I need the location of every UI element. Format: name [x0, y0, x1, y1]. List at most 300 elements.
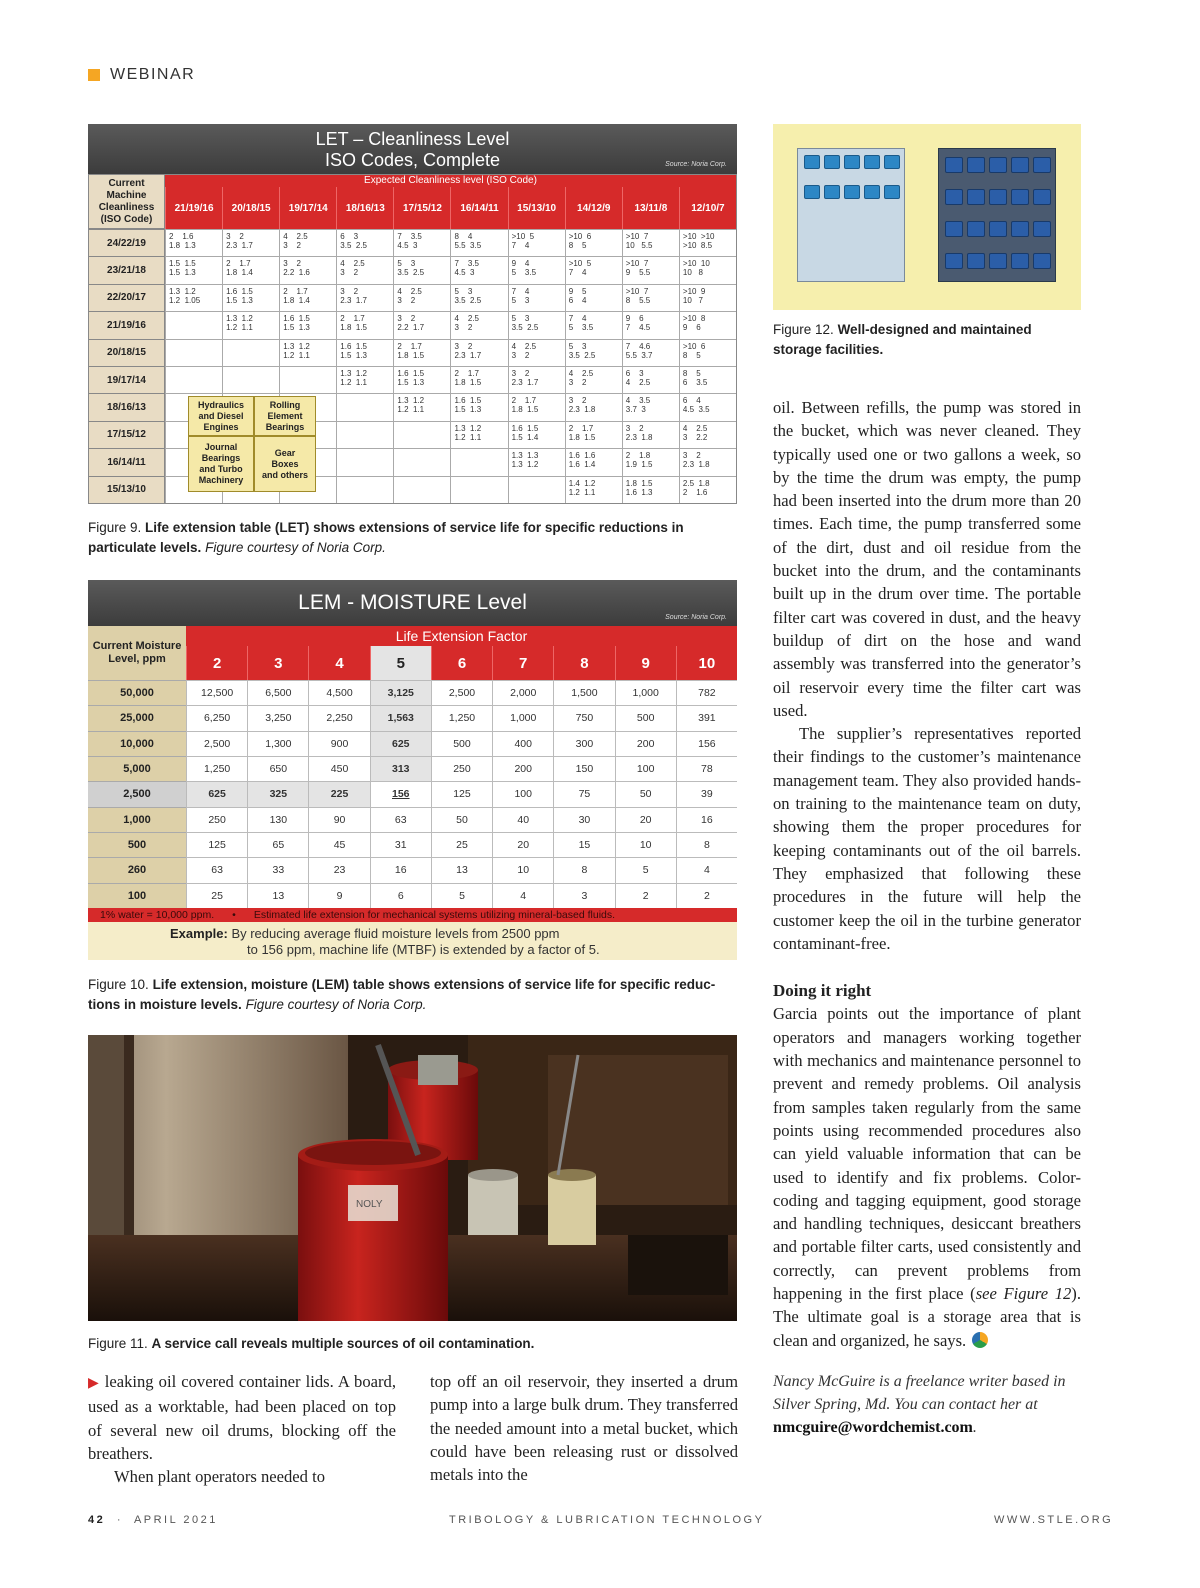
drum-icon	[967, 253, 985, 269]
let-column-header: 17/15/12	[393, 187, 450, 229]
let-cell	[508, 476, 565, 503]
lem-cell: 39	[676, 781, 737, 806]
figure12-bold-line2: storage facilities.	[773, 342, 884, 357]
let-cell: 9 6 7 4.5	[622, 311, 679, 338]
figure12-ref: see Figure 12	[975, 1283, 1072, 1303]
let-cell: 8 5 6 3.5	[679, 366, 736, 393]
body-column-right	[773, 396, 1081, 1440]
let-cell: >10 7 8 5.5	[622, 284, 679, 311]
let-expected-label: Expected Cleanliness level (ISO Code)	[165, 175, 736, 187]
lem-row-header: 100	[88, 883, 186, 908]
let-cell: 4 2.5 3 2	[508, 339, 565, 366]
lem-row-header: 260	[88, 857, 186, 882]
drum-icon	[945, 221, 963, 237]
continue-arrow-icon: ▶	[88, 1376, 100, 1391]
lem-row-header: 10,000	[88, 731, 186, 756]
lem-cell: 50	[615, 781, 676, 806]
lem-cell: 30	[553, 807, 614, 832]
let-cell: 2 1.6 1.8 1.3	[165, 229, 222, 256]
figure9-caption	[88, 518, 738, 558]
lem-cell: 63	[370, 807, 431, 832]
let-cell: >10 5 7 4	[565, 256, 622, 283]
let-row-header: 21/19/16	[89, 311, 165, 338]
lem-cell: 13	[247, 883, 308, 908]
let-cell: 3 2 2.3 1.8	[622, 421, 679, 448]
drum-icon	[1011, 157, 1029, 173]
right-para-1: oil. Between refills, the pump was stored in the bucket, which was never cleaned. They typically used one or two gallons a week, so by the time the drum was empty, the pump had been inserted into the drum more than 20 times. Each time, the pump transferred some of the dirt, dust and oil residue from the bucket into the drum, and the contaminants built up in the drum over time. The portable filter cart was covered in dust, and the heavy buildup of dirt on the hose and wand assembly was transferred into the generator’s oil reservoir every time the filter cart was used.	[773, 398, 1081, 720]
figure11-bold: A service call reveals multiple sources of oil contamination.	[151, 1336, 535, 1351]
figure10-bold-line1: Life extension, moisture (LEM) table shows extensions of service life for specific reduc-	[152, 977, 716, 992]
let-cell: 2 1.7 1.8 1.5	[393, 339, 450, 366]
contamination-photo	[88, 1035, 737, 1321]
let-cell: 1.6 1.6 1.6 1.4	[565, 448, 622, 475]
section-tag	[88, 66, 195, 84]
lem-cell: 225	[308, 781, 369, 806]
lem-cell: 23	[308, 857, 369, 882]
let-cell: 9 5 6 4	[565, 284, 622, 311]
drum-icon	[804, 155, 820, 169]
footer-dot: ·	[116, 1514, 123, 1526]
figure10-label: Figure 10.	[88, 977, 149, 992]
lem-row-header: 5,000	[88, 756, 186, 781]
let-cell: >10 5 7 4	[508, 229, 565, 256]
lem-cell: 10	[615, 832, 676, 857]
let-title-line1: LET – Cleanliness Level	[315, 129, 510, 149]
let-cell: 2 1.8 1.9 1.5	[622, 448, 679, 475]
let-cell	[222, 339, 279, 366]
drum-icon	[884, 185, 900, 199]
figure10-credit: Figure courtesy of Noria Corp.	[245, 997, 427, 1012]
lem-cell: 16	[676, 807, 737, 832]
let-cell: 7 3.5 4.5 3	[450, 256, 507, 283]
let-cell: 3 2 2.3 1.7	[508, 366, 565, 393]
lem-cell: 100	[492, 781, 553, 806]
let-cell: 5 3 3.5 2.5	[565, 339, 622, 366]
let-cell: 4 3.5 3.7 3	[622, 393, 679, 420]
let-cell: 6 4 4.5 3.5	[679, 393, 736, 420]
lem-cell: 625	[186, 781, 247, 806]
let-column-header: 16/14/11	[450, 187, 507, 229]
lem-cell: 75	[553, 781, 614, 806]
lem-column-header: 8	[553, 646, 614, 680]
lem-cell: 300	[553, 731, 614, 756]
lem-cell: 130	[247, 807, 308, 832]
lem-column-header: 7	[492, 646, 553, 680]
lem-cell: 20	[615, 807, 676, 832]
drum-icon	[989, 157, 1007, 173]
lem-cell: 4	[492, 883, 553, 908]
let-corner-label: Current Machine Cleanliness (ISO Code)	[89, 175, 165, 229]
lem-column-header: 5	[370, 646, 431, 680]
lem-cell: 2,500	[186, 731, 247, 756]
lem-column-header: 9	[615, 646, 676, 680]
right-para-3	[773, 1002, 1081, 1351]
lem-source: Source: Noria Corp.	[665, 614, 727, 621]
let-cell: 3 2 2.3 1.8	[679, 448, 736, 475]
drum-icon	[864, 155, 880, 169]
let-cell: 5 3 3.5 2.5	[393, 256, 450, 283]
let-cell: 3 2 2.3 1.7	[336, 284, 393, 311]
lem-cell: 50	[431, 807, 492, 832]
right-para-3-a: Garcia points out the importance of plant operators and managers working together with mechanics and maintenance personnel to prevent and remedy problems. Oil analysis from samples taken regularly from the same points using recommended procedures also can yield valuable information that can be used to identify and fix problems. Color-coding and tagging equipment, good storage and handling techniques, desiccant breathers and portable filter carts, used consistently and correctly, can prevent problems from happening in the first place (	[773, 1004, 1081, 1303]
left-para-2: When plant operators needed to	[114, 1467, 326, 1487]
let-cell: 4 2.5 3 2.2	[679, 421, 736, 448]
lem-cell: 150	[553, 756, 614, 781]
drum-icon	[989, 221, 1007, 237]
let-cell: 5 3 3.5 2.5	[508, 311, 565, 338]
drum-icon	[1033, 157, 1051, 173]
drum-icon	[824, 185, 840, 199]
lem-cell: 200	[492, 756, 553, 781]
let-cell: 2 1.7 1.8 1.5	[565, 421, 622, 448]
lem-cell: 2	[615, 883, 676, 908]
lem-cell: 1,500	[553, 680, 614, 705]
drum-icon	[864, 185, 880, 199]
drum-icon	[945, 253, 963, 269]
lem-cell: 1,000	[615, 680, 676, 705]
let-column-header: 19/17/14	[279, 187, 336, 229]
let-cell: >10 6 8 5	[679, 339, 736, 366]
section-tag-label: WEBINAR	[110, 66, 196, 83]
let-cell: 7 4.6 5.5 3.7	[622, 339, 679, 366]
let-cell: 3 2 2.3 1.7	[222, 229, 279, 256]
lem-cell: 1,250	[431, 705, 492, 730]
let-column-header: 15/13/10	[508, 187, 565, 229]
lem-row-header: 25,000	[88, 705, 186, 730]
figure12-caption	[773, 320, 1083, 360]
drum-icon	[1033, 189, 1051, 205]
lem-row-header: 2,500	[88, 781, 186, 806]
left-para-1: leaking oil covered container lids. A board, used as a worktable, had been placed on top of several new oil drums, blocking off the breathers.	[88, 1372, 396, 1463]
let-source: Source: Noria Corp.	[665, 161, 727, 168]
let-cell	[393, 421, 450, 448]
let-cell	[336, 448, 393, 475]
lem-cell: 15	[553, 832, 614, 857]
let-table-figure	[88, 124, 737, 504]
let-cell	[393, 448, 450, 475]
let-row-header: 22/20/17	[89, 284, 165, 311]
let-row-header: 16/14/11	[89, 448, 165, 475]
lem-cell: 90	[308, 807, 369, 832]
let-cell: 1.6 1.5 1.5 1.3	[279, 311, 336, 338]
bio-email[interactable]: nmcguire@wordchemist.com	[773, 1419, 973, 1437]
lem-cell: 1,250	[186, 756, 247, 781]
lem-cell: 250	[431, 756, 492, 781]
let-cell: >10 10 10 8	[679, 256, 736, 283]
figure12-bold-line1: Well-designed and maintained	[837, 322, 1032, 337]
drum-icon	[967, 157, 985, 173]
let-column-header: 14/12/9	[565, 187, 622, 229]
contamination-photo-image	[88, 1035, 737, 1321]
lem-grid	[88, 626, 737, 908]
author-bio	[773, 1370, 1081, 1440]
let-row-header: 18/16/13	[89, 393, 165, 420]
lem-column-header: 4	[308, 646, 369, 680]
lem-note-bullet: •	[232, 909, 236, 921]
let-cell: 3 2 2.2 1.6	[279, 256, 336, 283]
let-cell: 7 3.5 4.5 3	[393, 229, 450, 256]
lem-cell: 33	[247, 857, 308, 882]
lem-cell: 100	[615, 756, 676, 781]
lem-cell: 650	[247, 756, 308, 781]
let-cell: 9 4 5 3.5	[508, 256, 565, 283]
let-cell	[165, 339, 222, 366]
drum-icon	[884, 155, 900, 169]
lem-cell: 391	[676, 705, 737, 730]
let-column-header: 12/10/7	[679, 187, 736, 229]
lem-cell: 500	[615, 705, 676, 730]
let-cell: 4 2.5 3 2	[279, 229, 336, 256]
lem-cell: 4	[676, 857, 737, 882]
storage-photo	[773, 124, 1081, 310]
lem-cell: 2,250	[308, 705, 369, 730]
let-cell: 1.3 1.3 1.3 1.2	[508, 448, 565, 475]
bio-end: .	[972, 1419, 977, 1437]
lem-cell: 6	[370, 883, 431, 908]
let-cell: 2 1.7 1.8 1.4	[222, 256, 279, 283]
lem-cell: 3,250	[247, 705, 308, 730]
lem-cell: 500	[431, 731, 492, 756]
let-column-header: 13/11/8	[622, 187, 679, 229]
lem-example	[170, 926, 600, 958]
lem-cell: 9	[308, 883, 369, 908]
footer-left	[88, 1514, 218, 1526]
let-row-header: 19/17/14	[89, 366, 165, 393]
drum-icon	[945, 189, 963, 205]
lem-cell: 20	[492, 832, 553, 857]
lem-cell: 10	[492, 857, 553, 882]
lem-column-header: 3	[247, 646, 308, 680]
lem-cell: 900	[308, 731, 369, 756]
let-column-header: 18/16/13	[336, 187, 393, 229]
let-cell: 2 1.7 1.8 1.5	[508, 393, 565, 420]
let-cell: 1.3 1.2 1.2 1.1	[393, 393, 450, 420]
let-cell: 2 1.7 1.8 1.4	[279, 284, 336, 311]
lem-cell: 250	[186, 807, 247, 832]
lem-cell: 1,563	[370, 705, 431, 730]
let-cell: 1.8 1.5 1.6 1.3	[622, 476, 679, 503]
right-para-3-b: ). The ultimate goal is a storage area that is clean and organized, he says.	[773, 1283, 1081, 1350]
lem-cell: 78	[676, 756, 737, 781]
let-row-header: 17/15/12	[89, 421, 165, 448]
let-cell: 7 4 5 3	[508, 284, 565, 311]
lem-cell: 125	[186, 832, 247, 857]
let-cell: 4 2.5 3 2	[393, 284, 450, 311]
let-cell: 1.6 1.5 1.5 1.3	[450, 393, 507, 420]
footer-publication: TRIBOLOGY & LUBRICATION TECHNOLOGY	[449, 1514, 765, 1526]
let-cell	[336, 393, 393, 420]
lem-cell: 450	[308, 756, 369, 781]
lem-cell: 782	[676, 680, 737, 705]
drum-icon	[945, 157, 963, 173]
lem-cell: 6,250	[186, 705, 247, 730]
drum-icon	[1011, 221, 1029, 237]
legend-rolling: Rolling Element Bearings	[254, 396, 316, 436]
let-cell: 1.3 1.2 1.2 1.1	[279, 339, 336, 366]
let-cell: 1.6 1.5 1.5 1.3	[336, 339, 393, 366]
let-cell: 3 2 2.2 1.7	[393, 311, 450, 338]
figure12-label: Figure 12.	[773, 322, 834, 337]
let-cell: 1.5 1.5 1.5 1.3	[165, 256, 222, 283]
lem-cell: 3,125	[370, 680, 431, 705]
figure10-caption	[88, 975, 738, 1015]
lem-cell: 1,300	[247, 731, 308, 756]
let-cell	[279, 366, 336, 393]
lem-column-header: 6	[431, 646, 492, 680]
lem-cell: 400	[492, 731, 553, 756]
let-cell	[165, 366, 222, 393]
lem-cell: 750	[553, 705, 614, 730]
let-cell: >10 9 10 7	[679, 284, 736, 311]
lem-example-label: Example:	[170, 926, 228, 941]
section-subhead: Doing it right	[773, 981, 872, 1001]
let-column-header: 21/19/16	[165, 187, 222, 229]
lem-table-header	[88, 580, 737, 626]
let-cell: 1.3 1.2 1.2 1.1	[336, 366, 393, 393]
page-number: 42	[88, 1514, 106, 1526]
lem-cell: 16	[370, 857, 431, 882]
legend-gear: Gear Boxes and others	[254, 436, 316, 492]
stle-end-mark-icon	[972, 1332, 988, 1348]
let-cell: 2.5 1.8 2 1.6	[679, 476, 736, 503]
lem-row-header: 1,000	[88, 807, 186, 832]
storage-rack-dark	[938, 148, 1056, 282]
let-row-header: 15/13/10	[89, 476, 165, 503]
drum-icon	[1033, 221, 1051, 237]
let-cell	[222, 366, 279, 393]
drum-stencil-text: NOLY	[356, 1199, 383, 1210]
lem-cell: 8	[553, 857, 614, 882]
lem-cell: 5	[431, 883, 492, 908]
drum-icon	[967, 189, 985, 205]
drum-icon	[844, 185, 860, 199]
let-cell: 1.3 1.2 1.2 1.1	[222, 311, 279, 338]
drum-icon	[989, 189, 1007, 205]
figure9-credit: Figure courtesy of Noria Corp.	[205, 540, 386, 555]
lem-example-line1: By reducing average fluid moisture levels from 2500 ppm	[231, 926, 560, 941]
lem-cell: 5	[615, 857, 676, 882]
drum-icon	[804, 185, 820, 199]
lem-cell: 65	[247, 832, 308, 857]
lem-cell: 12,500	[186, 680, 247, 705]
let-cell: 7 4 5 3.5	[565, 311, 622, 338]
footer-date: APRIL 2021	[133, 1514, 218, 1526]
let-cell: 1.6 1.5 1.5 1.3	[393, 366, 450, 393]
lem-cell: 31	[370, 832, 431, 857]
lem-cell: 40	[492, 807, 553, 832]
let-cell: 6 3 3.5 2.5	[336, 229, 393, 256]
drum-icon	[1011, 189, 1029, 205]
let-cell: >10 7 9 5.5	[622, 256, 679, 283]
bio-text: Nancy McGuire is a freelance writer based in Silver Spring, Md. You can contact her at	[773, 1372, 1066, 1414]
lem-table-figure	[88, 580, 737, 960]
let-cell: 5 3 3.5 2.5	[450, 284, 507, 311]
let-cell: 1.6 1.5 1.5 1.4	[508, 421, 565, 448]
lem-note-left: 1% water = 10,000 ppm.	[100, 909, 215, 921]
figure11-caption	[88, 1334, 738, 1354]
lem-note-right: Estimated life extension for mechanical systems utilizing mineral-based fluids.	[253, 909, 616, 921]
drum-icon	[1011, 253, 1029, 269]
lem-cell: 156	[370, 781, 431, 806]
let-cell: >10 6 8 5	[565, 229, 622, 256]
section-square-icon	[88, 69, 100, 81]
lem-cell: 156	[676, 731, 737, 756]
let-title-line2: ISO Codes, Complete	[324, 150, 501, 170]
body-column-middle	[430, 1370, 738, 1486]
let-cell	[165, 311, 222, 338]
legend-hydraulics: Hydraulics and Diesel Engines	[188, 396, 254, 436]
let-cell: 1.4 1.2 1.2 1.1	[565, 476, 622, 503]
lem-cell: 2	[676, 883, 737, 908]
lem-cell: 1,000	[492, 705, 553, 730]
lem-cell: 45	[308, 832, 369, 857]
let-cell: 3 2 2.3 1.8	[565, 393, 622, 420]
right-para-2: The supplier’s representatives reported their findings to the customer’s maintenance management team. They also provided hands-on training to the maintenance team on duty, showing them the proper procedures for keeping contaminants out of the oil barrels. They emphasized that following these procedures in the future will help the customer keep the oil in the turbine generator contaminant-free.	[773, 724, 1081, 953]
lem-cell: 4,500	[308, 680, 369, 705]
let-cell: 3 2 2.3 1.7	[450, 339, 507, 366]
lem-title: LEM - MOISTURE Level	[298, 591, 527, 614]
lem-row-header: 500	[88, 832, 186, 857]
lem-corner-label: Current Moisture Level, ppm	[88, 626, 186, 680]
lem-factor-label: Life Extension Factor	[186, 626, 737, 646]
let-table-header	[88, 124, 737, 174]
lem-note	[88, 908, 737, 922]
let-cell: >10 8 9 6	[679, 311, 736, 338]
lem-cell: 3	[553, 883, 614, 908]
let-cell: 8 4 5.5 3.5	[450, 229, 507, 256]
body-column-left	[88, 1370, 396, 1488]
figure9-bold: Life extension table (LET) shows extensions of service life for specific reductions in particulate levels.	[88, 520, 684, 555]
lem-example-line2: to 156 ppm, machine life (MTBF) is extended by a factor of 5.	[247, 942, 600, 957]
lem-cell: 8	[676, 832, 737, 857]
let-row-header: 20/18/15	[89, 339, 165, 366]
let-grid	[88, 174, 737, 504]
footer-site[interactable]: WWW.STLE.ORG	[994, 1514, 1114, 1526]
lem-cell: 625	[370, 731, 431, 756]
lem-cell: 13	[431, 857, 492, 882]
lem-column-header: 2	[186, 646, 247, 680]
let-cell: >10 7 10 5.5	[622, 229, 679, 256]
let-row-header: 23/21/18	[89, 256, 165, 283]
let-cell	[393, 476, 450, 503]
let-cell	[336, 476, 393, 503]
legend-journal: Journal Bearings and Turbo Machinery	[188, 436, 254, 492]
let-cell: 2 1.7 1.8 1.5	[336, 311, 393, 338]
drum-icon	[967, 221, 985, 237]
let-cell: >10 >10 >10 8.5	[679, 229, 736, 256]
drum-icon	[824, 155, 840, 169]
lem-cell: 25	[431, 832, 492, 857]
let-cell: 4 2.5 3 2	[450, 311, 507, 338]
storage-rack-blue	[797, 148, 905, 282]
let-cell	[336, 421, 393, 448]
figure10-bold-line2: tions in moisture levels.	[88, 997, 242, 1012]
lem-cell: 25	[186, 883, 247, 908]
lem-row-header: 50,000	[88, 680, 186, 705]
let-cell: 2 1.7 1.8 1.5	[450, 366, 507, 393]
let-cell	[450, 476, 507, 503]
let-cell: 4 2.5 3 2	[336, 256, 393, 283]
let-cell: 4 2.5 3 2	[565, 366, 622, 393]
let-cell	[450, 448, 507, 475]
lem-column-header: 10	[676, 646, 737, 680]
middle-para-1: top off an oil reservoir, they inserted a drum pump into a large bulk drum. They transferred the needed amount into a metal bucket, which could have been releasing rust or dissolved metals into the	[430, 1372, 738, 1485]
lem-cell: 2,500	[431, 680, 492, 705]
lem-cell: 200	[615, 731, 676, 756]
lem-cell: 125	[431, 781, 492, 806]
let-cell: 6 3 4 2.5	[622, 366, 679, 393]
let-cell: 1.6 1.5 1.5 1.3	[222, 284, 279, 311]
